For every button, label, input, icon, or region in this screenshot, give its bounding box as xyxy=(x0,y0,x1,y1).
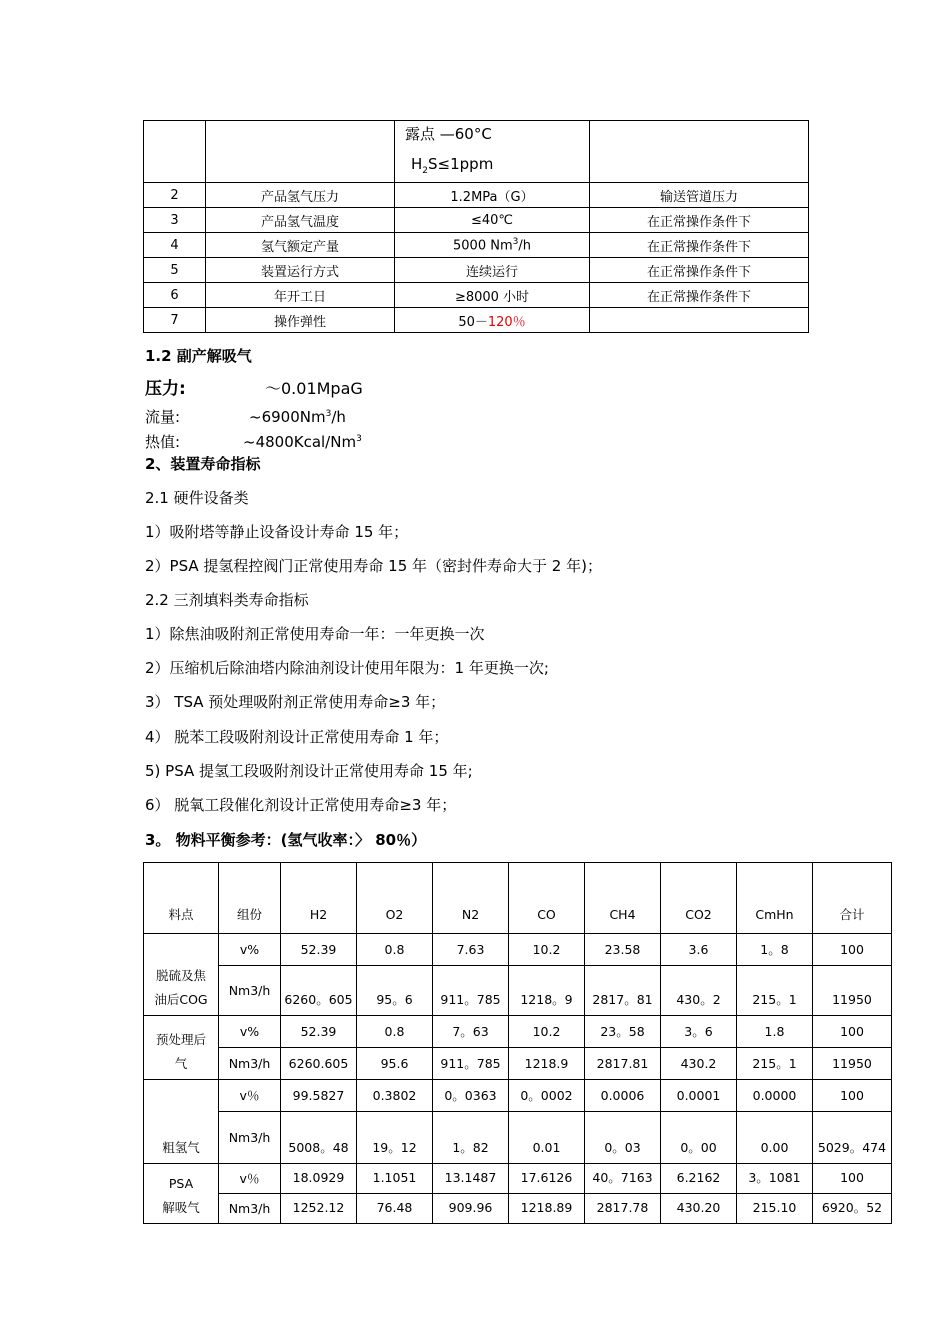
table-row xyxy=(144,934,892,966)
table-row xyxy=(144,1080,892,1112)
value-cell: 0.0001 xyxy=(661,1080,737,1112)
spec-table xyxy=(143,120,809,333)
section-2-heading: 2、装置寿命指标 xyxy=(145,455,261,473)
value-cell: 3。6 xyxy=(661,1016,737,1048)
section-2-line: 3） TSA 预处理吸附剂正常使用寿命≥3 年； xyxy=(145,693,446,711)
value-cell: 1218。9 xyxy=(509,966,585,1016)
value-cell: 0。0363 xyxy=(433,1080,509,1112)
value-cell: 0。03 xyxy=(585,1112,661,1164)
column-header: CH4 xyxy=(585,863,661,934)
value-cell: 911。785 xyxy=(433,966,509,1016)
pressure-line: 压力: ～0.01MpaG xyxy=(145,379,363,399)
value-cell: 0.01 xyxy=(509,1112,585,1164)
section-2-line: 2）PSA 提氢程控阀门正常使用寿命 15 年（密封件寿命大于 2 年)； xyxy=(145,557,602,575)
section-2-line: 2.2 三剂填料类寿命指标 xyxy=(145,591,309,609)
value-cell: 3。1081 xyxy=(737,1164,813,1194)
material-point-name: 脱硫及焦 xyxy=(155,968,206,983)
value-cell: 52.39 xyxy=(281,1016,357,1048)
value-cell: 10.2 xyxy=(509,1016,585,1048)
section-2-line: 2.1 硬件设备类 xyxy=(145,489,249,507)
dew-point: 露点 —60°C xyxy=(405,125,492,143)
unit-cell: v% xyxy=(219,934,281,966)
unit-cell: Nm3/h xyxy=(219,966,281,1016)
column-header: CO xyxy=(509,863,585,934)
material-point-cell xyxy=(144,1080,219,1164)
section-2-line: 2）压缩机后除油塔内除油剂设计使用年限为：1 年更换一次; xyxy=(145,659,549,677)
value-cell: 430。2 xyxy=(661,966,737,1016)
value-cell: 1。8 xyxy=(737,934,813,966)
table-row xyxy=(144,1016,892,1048)
value-cell: 1218.89 xyxy=(509,1194,585,1224)
unit-cell: Nm3/h xyxy=(219,1112,281,1164)
value-cell: 2817。81 xyxy=(585,966,661,1016)
value-cell: 76.48 xyxy=(357,1194,433,1224)
spec-row-purity xyxy=(144,121,809,183)
column-header: N2 xyxy=(433,863,509,934)
value-cell: 100 xyxy=(813,1016,892,1048)
material-point-name: 粗氢气 xyxy=(162,1140,200,1155)
value-cell: 1252.12 xyxy=(281,1194,357,1224)
value-cell: 19。12 xyxy=(357,1112,433,1164)
value-cell: 215。1 xyxy=(737,966,813,1016)
value-cell: 909.96 xyxy=(433,1194,509,1224)
purity-spec-cell xyxy=(395,121,590,183)
value-cell: 7.63 xyxy=(433,934,509,966)
value-cell: 0.3802 xyxy=(357,1080,433,1112)
value-cell: 99.5827 xyxy=(281,1080,357,1112)
column-header: 组份 xyxy=(219,863,281,934)
table-row xyxy=(144,1048,892,1080)
value-cell: 6260.605 xyxy=(281,1048,357,1080)
value-cell: 11950 xyxy=(813,966,892,1016)
material-point-cell xyxy=(144,1164,219,1224)
value-cell: 5008。48 xyxy=(281,1112,357,1164)
table-header-row xyxy=(144,863,892,934)
spec-row: 3 产品氢气温度 ≤40℃ 在正常操作条件下 xyxy=(144,208,809,233)
value-cell: 17.6126 xyxy=(509,1164,585,1194)
value-cell: 6260。605 xyxy=(281,966,357,1016)
value-cell: 911。785 xyxy=(433,1048,509,1080)
value-cell: 1.8 xyxy=(737,1016,813,1048)
table-row xyxy=(144,1194,892,1224)
value-cell: 0.0000 xyxy=(737,1080,813,1112)
value-cell: 6.2162 xyxy=(661,1164,737,1194)
value-cell: 100 xyxy=(813,1164,892,1194)
heat-value-line: 热值: ~4800Kcal/Nm$^3$ xyxy=(145,433,362,451)
column-header: 合计 xyxy=(813,863,892,934)
value-cell: 2817.81 xyxy=(585,1048,661,1080)
section-2-line: 5) PSA 提氢工段吸附剂设计正常使用寿命 15 年; xyxy=(145,762,473,780)
value-cell: 430.2 xyxy=(661,1048,737,1080)
section-2-line: 6） 脱氧工段催化剂设计正常使用寿命≥3 年； xyxy=(145,796,457,814)
value-cell: 3.6 xyxy=(661,934,737,966)
value-cell: 0.00 xyxy=(737,1112,813,1164)
material-balance-table xyxy=(143,862,892,1224)
material-point-cell xyxy=(144,1016,219,1080)
value-cell: 23。58 xyxy=(585,1016,661,1048)
value-cell: 215.10 xyxy=(737,1194,813,1224)
unit-cell: v％ xyxy=(219,1164,281,1194)
section-1-2-heading: 1.2 副产解吸气 xyxy=(145,347,252,365)
table-row xyxy=(144,1112,892,1164)
column-header: CmHn xyxy=(737,863,813,934)
flow-line: 流量: ~6900Nm$^3$/h xyxy=(145,408,346,426)
value-cell: 100 xyxy=(813,934,892,966)
value-cell: 5029。474 xyxy=(813,1112,892,1164)
unit-cell: v% xyxy=(219,1016,281,1048)
value-cell: 0.8 xyxy=(357,934,433,966)
column-header: CO2 xyxy=(661,863,737,934)
column-header: O2 xyxy=(357,863,433,934)
value-cell: 95。6 xyxy=(357,966,433,1016)
section-3-heading: 3。 物料平衡参考：(氢气收率：〉 80％） xyxy=(145,831,427,849)
section-2-line: 1）吸附塔等静止设备设计寿命 15 年； xyxy=(145,523,409,541)
value-cell: 100 xyxy=(813,1080,892,1112)
section-2-line: 4） 脱苯工段吸附剂设计正常使用寿命 1 年； xyxy=(145,728,449,746)
value-cell: 430.20 xyxy=(661,1194,737,1224)
value-cell: 215。1 xyxy=(737,1048,813,1080)
unit-cell: Nm3/h xyxy=(219,1194,281,1224)
value-cell: 13.1487 xyxy=(433,1164,509,1194)
value-cell: 52.39 xyxy=(281,934,357,966)
column-header: 料点 xyxy=(144,863,219,934)
material-point-name xyxy=(146,1112,216,1136)
value-cell: 0。0002 xyxy=(509,1080,585,1112)
material-point-name: 油后COG xyxy=(154,992,208,1007)
value-cell: 40。7163 xyxy=(585,1164,661,1194)
value-cell: 1218.9 xyxy=(509,1048,585,1080)
material-point-name: 预处理后 xyxy=(155,1032,206,1047)
spec-row: 5 装置运行方式 连续运行 在正常操作条件下 xyxy=(144,258,809,283)
value-cell: 11950 xyxy=(813,1048,892,1080)
value-cell: 7。63 xyxy=(433,1016,509,1048)
material-point-cell xyxy=(144,934,219,1016)
value-cell: 0.0006 xyxy=(585,1080,661,1112)
section-2-line: 1）除焦油吸附剂正常使用寿命一年：一年更换一次 xyxy=(145,625,485,643)
value-cell: 2817.78 xyxy=(585,1194,661,1224)
table-row xyxy=(144,1164,892,1194)
value-cell: 95.6 xyxy=(357,1048,433,1080)
table-row xyxy=(144,966,892,1016)
material-point-name: PSA xyxy=(168,1176,194,1191)
material-point-name: 气 xyxy=(174,1056,188,1071)
value-cell: 23.58 xyxy=(585,934,661,966)
spec-row: 4 氢气额定产量 5000 Nm$^3$/h 在正常操作条件下 xyxy=(144,233,809,258)
value-cell: 1.1051 xyxy=(357,1164,433,1194)
value-cell: 18.0929 xyxy=(281,1164,357,1194)
unit-cell: v％ xyxy=(219,1080,281,1112)
value-cell: 10.2 xyxy=(509,934,585,966)
value-cell: 0.8 xyxy=(357,1016,433,1048)
spec-row: 7 操作弹性 50－120％ xyxy=(144,308,809,333)
unit-cell: Nm3/h xyxy=(219,1048,281,1080)
value-cell: 1。82 xyxy=(433,1112,509,1164)
material-point-name: 解吸气 xyxy=(162,1200,200,1215)
value-cell: 6920。52 xyxy=(813,1194,892,1224)
h2s-limit: $H_2S\le 1ppm$ xyxy=(411,155,494,176)
spec-row: 2 产品氢气压力 1.2MPa（G） 输送管道压力 xyxy=(144,183,809,208)
column-header: H2 xyxy=(281,863,357,934)
spec-row: 6 年开工日 ≥8000 小时 在正常操作条件下 xyxy=(144,283,809,308)
value-cell: 0。00 xyxy=(661,1112,737,1164)
